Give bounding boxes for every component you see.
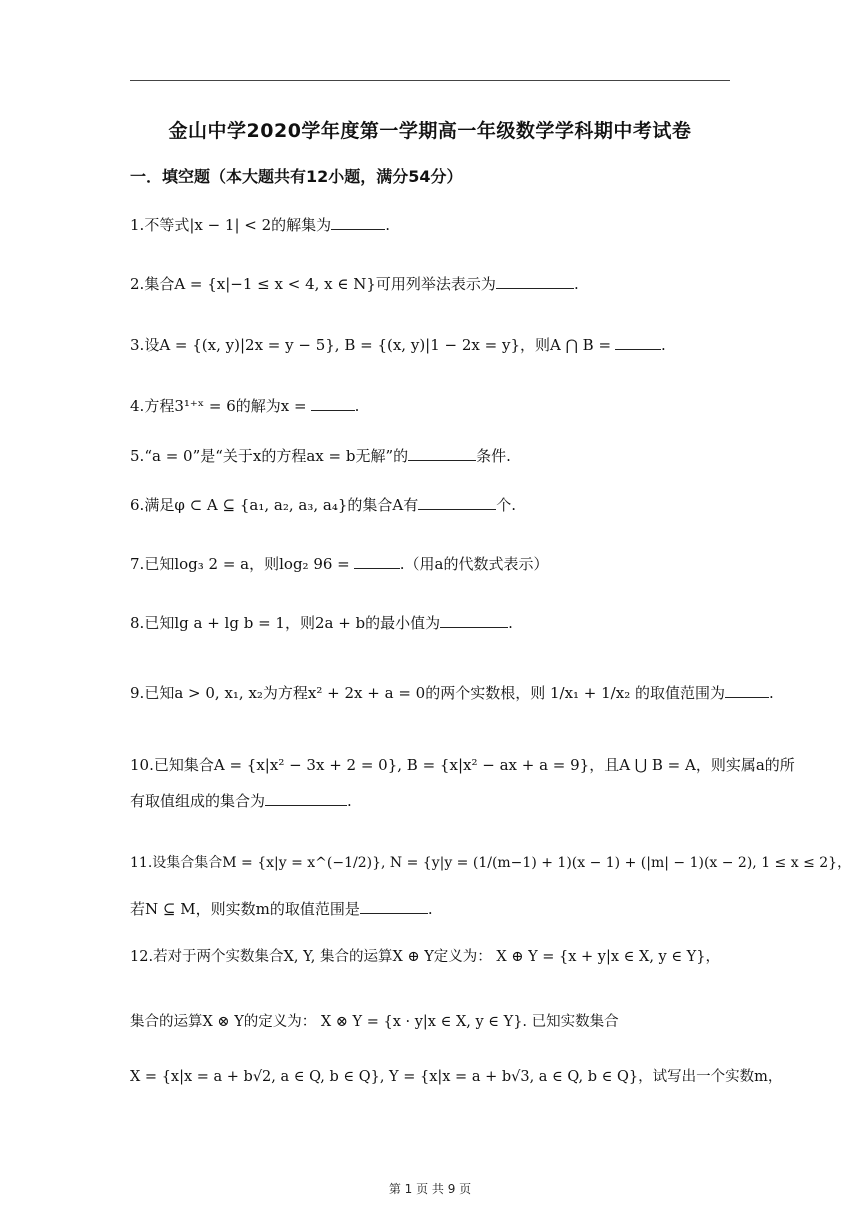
answer-blank (360, 899, 428, 914)
question-9: 9.已知a > 0, x₁, x₂为方程x² + 2x + a = 0的两个实数根，则 1/x₁ + 1/x₂ 的取值范围为 . (130, 684, 774, 702)
question-12 (130, 946, 740, 968)
question-text: 集合的运算X ⊗ Y的定义为： X ⊗ Y = {x · y|x ∈ X, y ∈ Y}. 已知实数集合 (130, 1014, 619, 1030)
question-12-continued-2 (130, 1066, 783, 1088)
question-4: 4.方程3¹⁺ˣ = 6的解为x = . (130, 397, 360, 415)
question-text: 已知lg a + lg b = 1，则2a + b的最小值为 (144, 614, 441, 632)
answer-blank (418, 495, 496, 510)
answer-blank (725, 683, 769, 698)
answer-blank (440, 613, 508, 628)
answer-blank (615, 335, 661, 350)
answer-blank (496, 274, 574, 289)
question-number: 11. (130, 855, 153, 871)
question-number: 12. (130, 949, 154, 965)
question-text: 有取值组成的集合为 (130, 792, 266, 810)
answer-blank (408, 446, 476, 461)
question-text: 集合A = {x|−1 ≤ x < 4, x ∈ N}可用列举法表示为 (144, 275, 496, 293)
exam-title: 金山中学2020学年度第一学期高一年级数学学科期中考试卷 (168, 120, 692, 142)
question-number: 9. (130, 684, 145, 702)
question-number: 7. (130, 555, 145, 573)
question-number: 8. (130, 614, 145, 632)
question-text: 已知log₃ 2 = a，则log₂ 96 = (144, 555, 350, 573)
question-3: 3.设A = {(x, y)|2x = y − 5}, B = {(x, y)|1 − 2x = y}，则A ⋂ B = . (130, 336, 666, 354)
question-text: 若N ⊆ M，则实数m的取值范围是 (130, 900, 360, 918)
answer-blank (331, 215, 385, 230)
question-number: 4. (130, 397, 145, 415)
question-6: 6.满足φ ⊂ A ⊆ {a₁, a₂, a₃, a₄}的集合A有 个. (130, 496, 516, 514)
question-number: 3. (130, 336, 145, 354)
answer-blank (311, 396, 355, 411)
question-8: 8.已知lg a + lg b = 1，则2a + b的最小值为 . (130, 614, 513, 632)
question-text: 设集合集合M = {x|y = x^(−1/2)}, N = {y|y = (1/(m−1) + 1)(x − 1) + (|m| − 1)(x − 2), 1 ≤ x ≤ 2}， (152, 855, 852, 871)
question-10 (130, 754, 795, 776)
header-rule (130, 80, 730, 81)
question-text: 若对于两个实数集合X, Y, 集合的运算X ⊕ Y定义为： X ⊕ Y = {x + y|x ∈ X, y ∈ Y}， (153, 949, 720, 965)
question-7: 7.已知log₃ 2 = a，则log₂ 96 = .（用a的代数式表示） (130, 555, 549, 573)
question-text: 已知集合A = {x|x² − 3x + 2 = 0}, B = {x|x² − ax + a = 9}，且A ⋃ B = A，则实属a的所 (153, 756, 795, 774)
question-number: 2. (130, 275, 145, 293)
question-number: 10. (130, 756, 154, 774)
question-text: 设A = {(x, y)|2x = y − 5}, B = {(x, y)|1 − 2x = y}，则A ⋂ B = (144, 336, 612, 354)
answer-blank (265, 791, 347, 806)
question-11 (130, 852, 852, 874)
question-text: 满足φ ⊂ A ⊆ {a₁, a₂, a₃, a₄}的集合A有 (144, 496, 419, 514)
page-number: 第 1 页 共 9 页 (388, 1182, 472, 1196)
question-text: 方程3¹⁺ˣ = 6的解为x = (144, 397, 307, 415)
question-2: 2.集合A = {x|−1 ≤ x < 4, x ∈ N}可用列举法表示为 . (130, 275, 579, 293)
answer-blank (354, 554, 400, 569)
question-number: 6. (130, 496, 145, 514)
question-10-continued: 有取值组成的集合为 . (130, 792, 352, 810)
question-12-continued (130, 1011, 740, 1033)
question-number: 5. (130, 447, 145, 465)
question-text: 已知a > 0, x₁, x₂为方程x² + 2x + a = 0的两个实数根，则 1/x₁ + 1/x₂ 的取值范围为 (144, 684, 725, 702)
section-heading: 一．填空题（本大题共有12小题，满分54分） (130, 167, 463, 186)
question-number: 1. (130, 216, 145, 234)
question-text: X = {x|x = a + b√2, a ∈ Q, b ∈ Q}, Y = {x|x = a + b√3, a ∈ Q, b ∈ Q}，试写出一个实数m， (130, 1069, 783, 1085)
question-11-continued: 若N ⊆ M，则实数m的取值范围是 . (130, 900, 433, 918)
question-5: 5.“a = 0”是“关于x的方程ax = b无解”的 条件. (130, 447, 511, 465)
question-1: 1.不等式|x − 1| < 2的解集为 . (130, 216, 390, 234)
question-text: “a = 0”是“关于x的方程ax = b无解”的 (144, 447, 409, 465)
question-text: 不等式|x − 1| < 2的解集为 (144, 216, 332, 234)
